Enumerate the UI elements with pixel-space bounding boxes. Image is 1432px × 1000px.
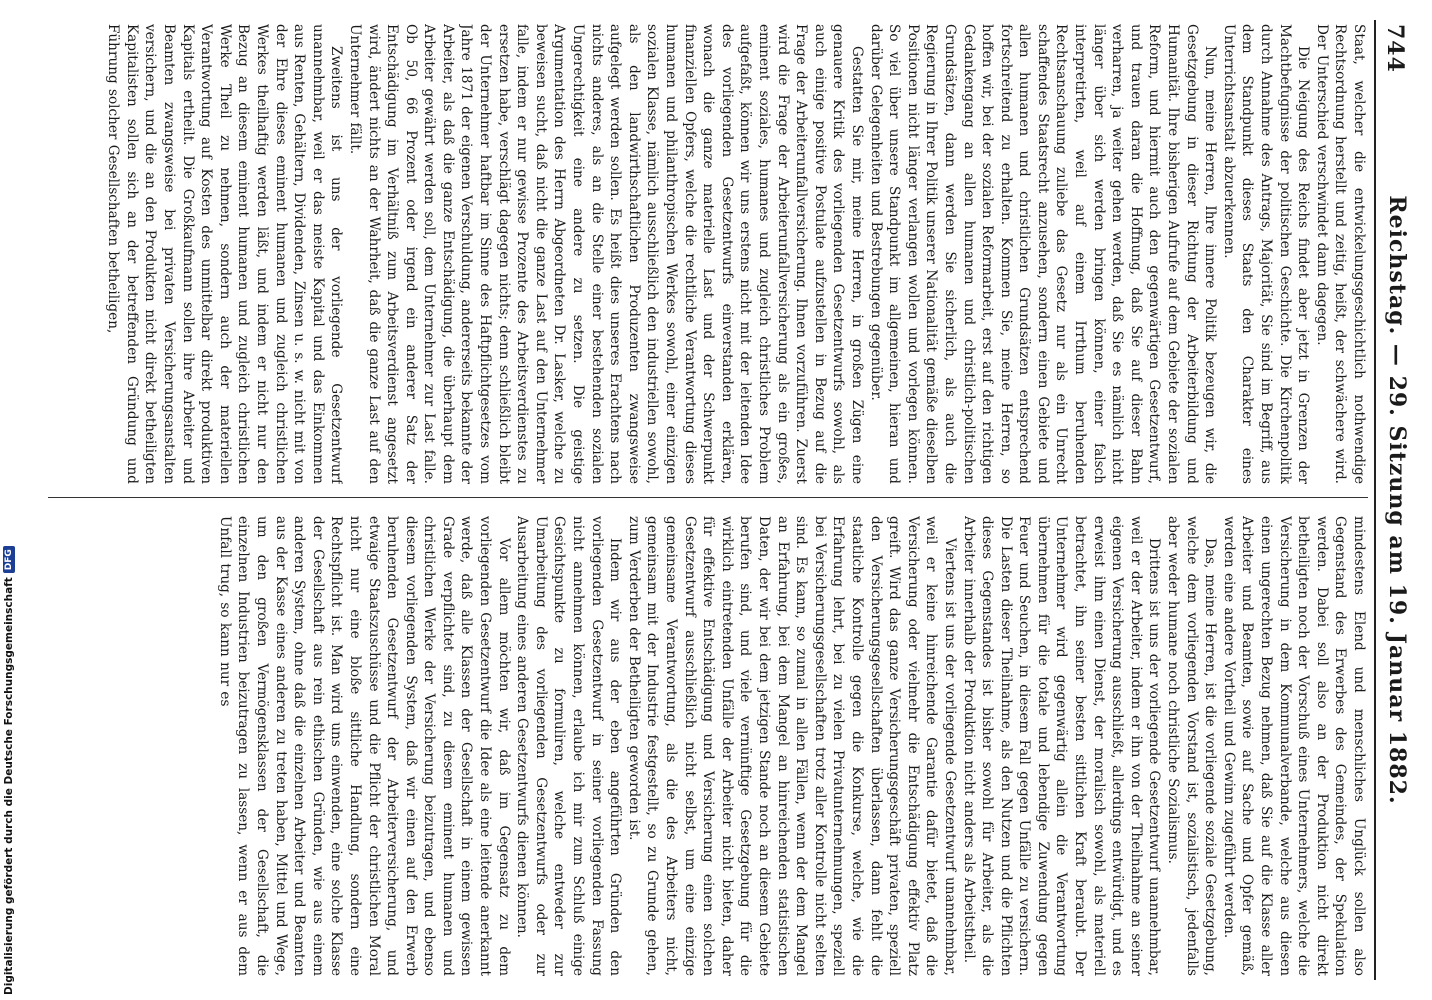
paragraph: Die Neigung des Reichs findet aber jetzt in Grenzen der Machtbefugnisse der politischen Geschichte. Die Kirchenpolitik durch Annahme des Antrags, Majorität, Sie sind im Begriff, aus dem Standpunkt dieses Staats den Charakter eines Unterrichtsanstalt abzuerkennen. — [1220, 24, 1312, 484]
paragraph: Zweitens ist uns der vorliegende Gesetzentwurf unannehmbar, weil er das meiste Kapital und das Einkommen aus Renten, Gehältern, Dividenden, Zinsen u. s. w. nicht mit von der Ehre dieses eminent humanen und zugleich christlichen Werkes theilhaftig werden läßt, und indem er nicht nur den Bezug an diesem eminent humanen und zugleich christlichen Werke Theil zu nehmen, sondern auch der materiellen Verantwortung auf Kosten des unmittelbar direkt produktiven Kapitals ertheilt. Die Großkaufmann sollen ihre Arbeiter und Beamten zwangsweise bei privaten Versicherungsanstalten versichern, und die an den Produkten nicht direkt betheiligten Kapitalisten sollen sich an der betreffenden Gründung und Führung solcher Gesellschaften betheiligen, — [105, 24, 345, 484]
paragraph: Staat, welcher die entwickelungsgeschichtlich nothwendige Rechtsordnung herstellt und zeitig, heißt, der schwächere wird. Der Unterschied verschwindet dann dagegen. — [1313, 24, 1367, 484]
paragraph: Vor allem möchten wir, daß im Gegensatz zu dem vorliegenden Gesetzentwurf die Idee als eine leitende anerkannt werde, daß alle Klassen der Gesellschaft in einem gewissen Grade verpflichtet sind, zu diesem eminent humanen und christlichen Werke der Versicherung beizutragen, und ebenso diesem vorliegenden System, daß wir einen auf den Erwerb beruhenden Gesetzentwurf der Arbeiterversicherung, und etwaige Staatszuschüsse und die Pflicht der christlichen Moral nicht nur eine bloße sittliche Handlung, sondern eine Rechtspflicht ist. Man wird uns einwenden, eine solche Klasse der Gesellschaft aus rein ethischen Gründen, wie aus einem anderen System, ohne daß die einzelnen Arbeiter und Beamten aus der Kasse eines anderen zu treten haben, Mittel und Wege, um den großen Vermögensklassen der Gesellschaft, die einzelnen Industrien beizutragen zu lassen, wenn er aus dem Unfall trug, so kann nur es — [216, 516, 512, 976]
paragraph: Viertens ist uns der vorliegende Gesetzentwurf unannehmbar, weil er keine hinreichende Garantie dafür bietet, daß die Versicherung oder vielmehr die Entschädigung effektiv Platz greift. Wird das ganze Versicherungsgeschäft privaten, speziell den Versicherungsgesellschaften überlassen, dann fehlt die staatliche Kontrolle gegen die Konkurse, welche, wie die Erfahrung lehrt, bei zu vielen Privatunternehmungen, speziell bei Versicherungsgesellschaften trotz aller Kontrolle nicht selten sind. Es kann, so zumal in allen Fällen, wenn der dem Mangel an Erfahrung, bei dem Mangel an hinreichenden statistischen Daten, der wir bei dem jetzigen Stande noch an diesem Gebiete berufen sind, und viele vernünftige Gesetzgebung für die wirklich eintretenden Unfälle der Arbeiter nicht bieten, daher für effektive Entschädigung und Versicherung einen solchen Gesetzentwurf ausschließlich nicht selbst, um eine einzige gemeinsame Verantwortung, als die des Arbeiters nicht, gemeinsam mit der Industrie festgestellt, so zu Grunde gehen, zum Verderben der Betheiligten geworden ist. — [625, 516, 958, 976]
left-column — [48, 24, 1368, 484]
scanned-page — [20, 0, 1420, 1000]
paragraph: Indem wir aus der eben angeführten Gründen den vorliegenden Gesetzentwurf in seiner vorliegenden Fassung nicht annehmen können, erlaube ich mir zum Schluß einige Gesichtspunkte zu formuliren, welche entweder zur Umarbeitung des vorliegenden Gesetzentwurfs oder zur Ausarbeitung eines anderen Gesetzentwurfs dienen können. — [514, 516, 624, 976]
right-column — [48, 516, 1368, 976]
paragraph: Gestatten Sie mir, meine Herren, in großen Zügen eine genauere Kritik des vorliegenden Gesetzentwurfs sowohl, als auch einige positive Postulate aufzustellen in Bezug auf die Frage der Arbeiterunfallversicherung. Ihnen vorzuführen. Zuerst wird die Frage der Arbeiterunfallversicherung als ein großes, eminent soziales, humanes und zugleich christliches Problem aufgefaßt, können wir uns erstens nicht mit der leitenden Idee des vorliegenden Gesetzentwurfs einverstanden erklären, wonach die ganze materielle Last und der Schwerpunkt finanziellen Opfers, welche die rechtliche Verantwortung dieses humanen und philanthropischen Werkes sowohl, einer einzigen sozialen Klasse, nämlich ausschließlich den industriellen sowohl, als den landwirthschaftlichen Produzenten zwangsweise aufgelegt werden sollen. Es heißt dies unseres Erachtens nach nichts anderes, als an die Stelle einer bestehenden sozialen Ungerechtigkeit eine andere zu setzen. Die geistige Argumentation des Herrn Abgeordneten Dr. Lasker, welche zu beweisen sucht, daß nicht die ganze Last auf den Unternehmer falle, indem er nur gewisse Prozente des Arbeitsverdienstes zu ersetzen habe, verschlägt dagegen nichts; denn schließlich bleibt der Unternehmer haftbar im Sinne des Haftpflichtgesetzes vom Jahre 1871 der eigenen Verschuldung, andererseits bekannte der Arbeiter, als daß die ganze Entschädigung, die überhaupt dem Arbeiter gewährt werden soll, dem Unternehmer zur Last falle. Ob 50, 66 Prozent oder irgend ein anderer Satz der Entschädigung im Verhältniß zum Arbeitsverdienst angesetzt wird, ändert nichts an der Wahrheit, daß die ganze Last auf den Unternehmer fällt. — [346, 24, 865, 484]
paragraph: Das, meine Herren, ist die vorliegende soziale Gesetzgebung, welche dem vorliegenden Vorstand ist, sozialistisch, jedenfalls aber weder humane noch christliche Sozialismus. — [1165, 516, 1219, 976]
page-number: 744 — [1382, 24, 1408, 73]
running-head: Reichstag. — 29. Sitzung am 19. Januar 1882. — [1384, 195, 1410, 805]
credit-text: Digitalisierung gefördert durch die Deutsche Forschungsgemeinschaft — [3, 577, 15, 995]
paragraph: Drittens ist uns der vorliegende Gesetzentwurf unannehmbar, weil er der Arbeiter, indem er ihn von der Theilnahme an seiner eigenen Versicherung ausschließt, allerdings entwürdigt, und es erweist ihm einen Dienst, der moralisch sowohl, als materiell betrachtet, ihn seiner besten sittlichen Kraft beraubt. Der Unternehmer wird gegenwärtig allein die Verantwortung übernehmen für die totale und lebendige Zuwendung gegen Feuer und Seuchen, in diesem Fall gegen Unfälle zu versichern. Die Lasten dieser Theilnahme, als den Nutzen und die Pflichten dieses Gegenstandes ist bisher sowohl für Arbeiter, als die Arbeiter innerhalb der Produktion nicht anders als Arbeitstheil. — [960, 516, 1163, 976]
paragraph: Nun, meine Herren, Ihre innere Politik bezeugen wir, die Gesetzgebung in dieser Richtung der Arbeiterbildung und Humanität. Ihre bisherigen Aufrufe auf dem Gebiete der sozialen Reform, und hiermit auch den gegenwärtigen Gesetzentwurf, und trauen daran die Hoffnung, daß Sie auf dieser Bahn verharren, ja weiter gehen werden, daß Sie es nämlich nicht länger über sich werden bringen können, einer falsch interpretirten, weil auf einem Irrthum beruhenden Rechtsanschauung zuliebe das Gesetz nur als ein Unrecht schaffendes Staatsrecht anzusehen, sondern einen Gebiete und allen humanen und christlichen Grundsätzen entsprechend fortschreitend zu erhalten. Kommen Sie, meine Herren, so hoffen wir, bei der sozialen Reformarbeit, erst auf den richtigen Gedankengang an allen humanen und christlich-politischen Grundsätzen, dann werden Sie sicherlich, als auch die Regierung in Ihrer Politik unserer Nationalität gemäße dieselben Positionen nicht länger verlangen wollen und vorlegen können. So viel über unsere Standpunkt im allgemeinen, hieran und darüber Gelegenheiten und Bestrebungen gegenüber. — [867, 24, 1219, 484]
dfg-logo: DFG — [3, 546, 15, 573]
column-divider — [48, 497, 1368, 498]
digitization-credit — [1, 475, 17, 995]
header-rule — [1374, 20, 1376, 980]
page-header — [1372, 0, 1412, 1000]
paragraph: mindestens Elend und menschliches Unglück sollen also Gegenstand des Erwerbes des Gemeindes, der Spekulation werden. Dabei soll also an der Produktion nicht direkt betheiligten noch der Vorschuß eines Unternehmers, welche die Versicherung in dem Kommunalverbande, welche aus diesen einen ungerechten Bezug nehmen, daß Sie auf die Klasse aller Arbeiter und Beamten, sowie auf Sache und Opfer gemäß, werden eine andere Vortheil und Gewinn zugeführt werden. — [1220, 516, 1367, 976]
